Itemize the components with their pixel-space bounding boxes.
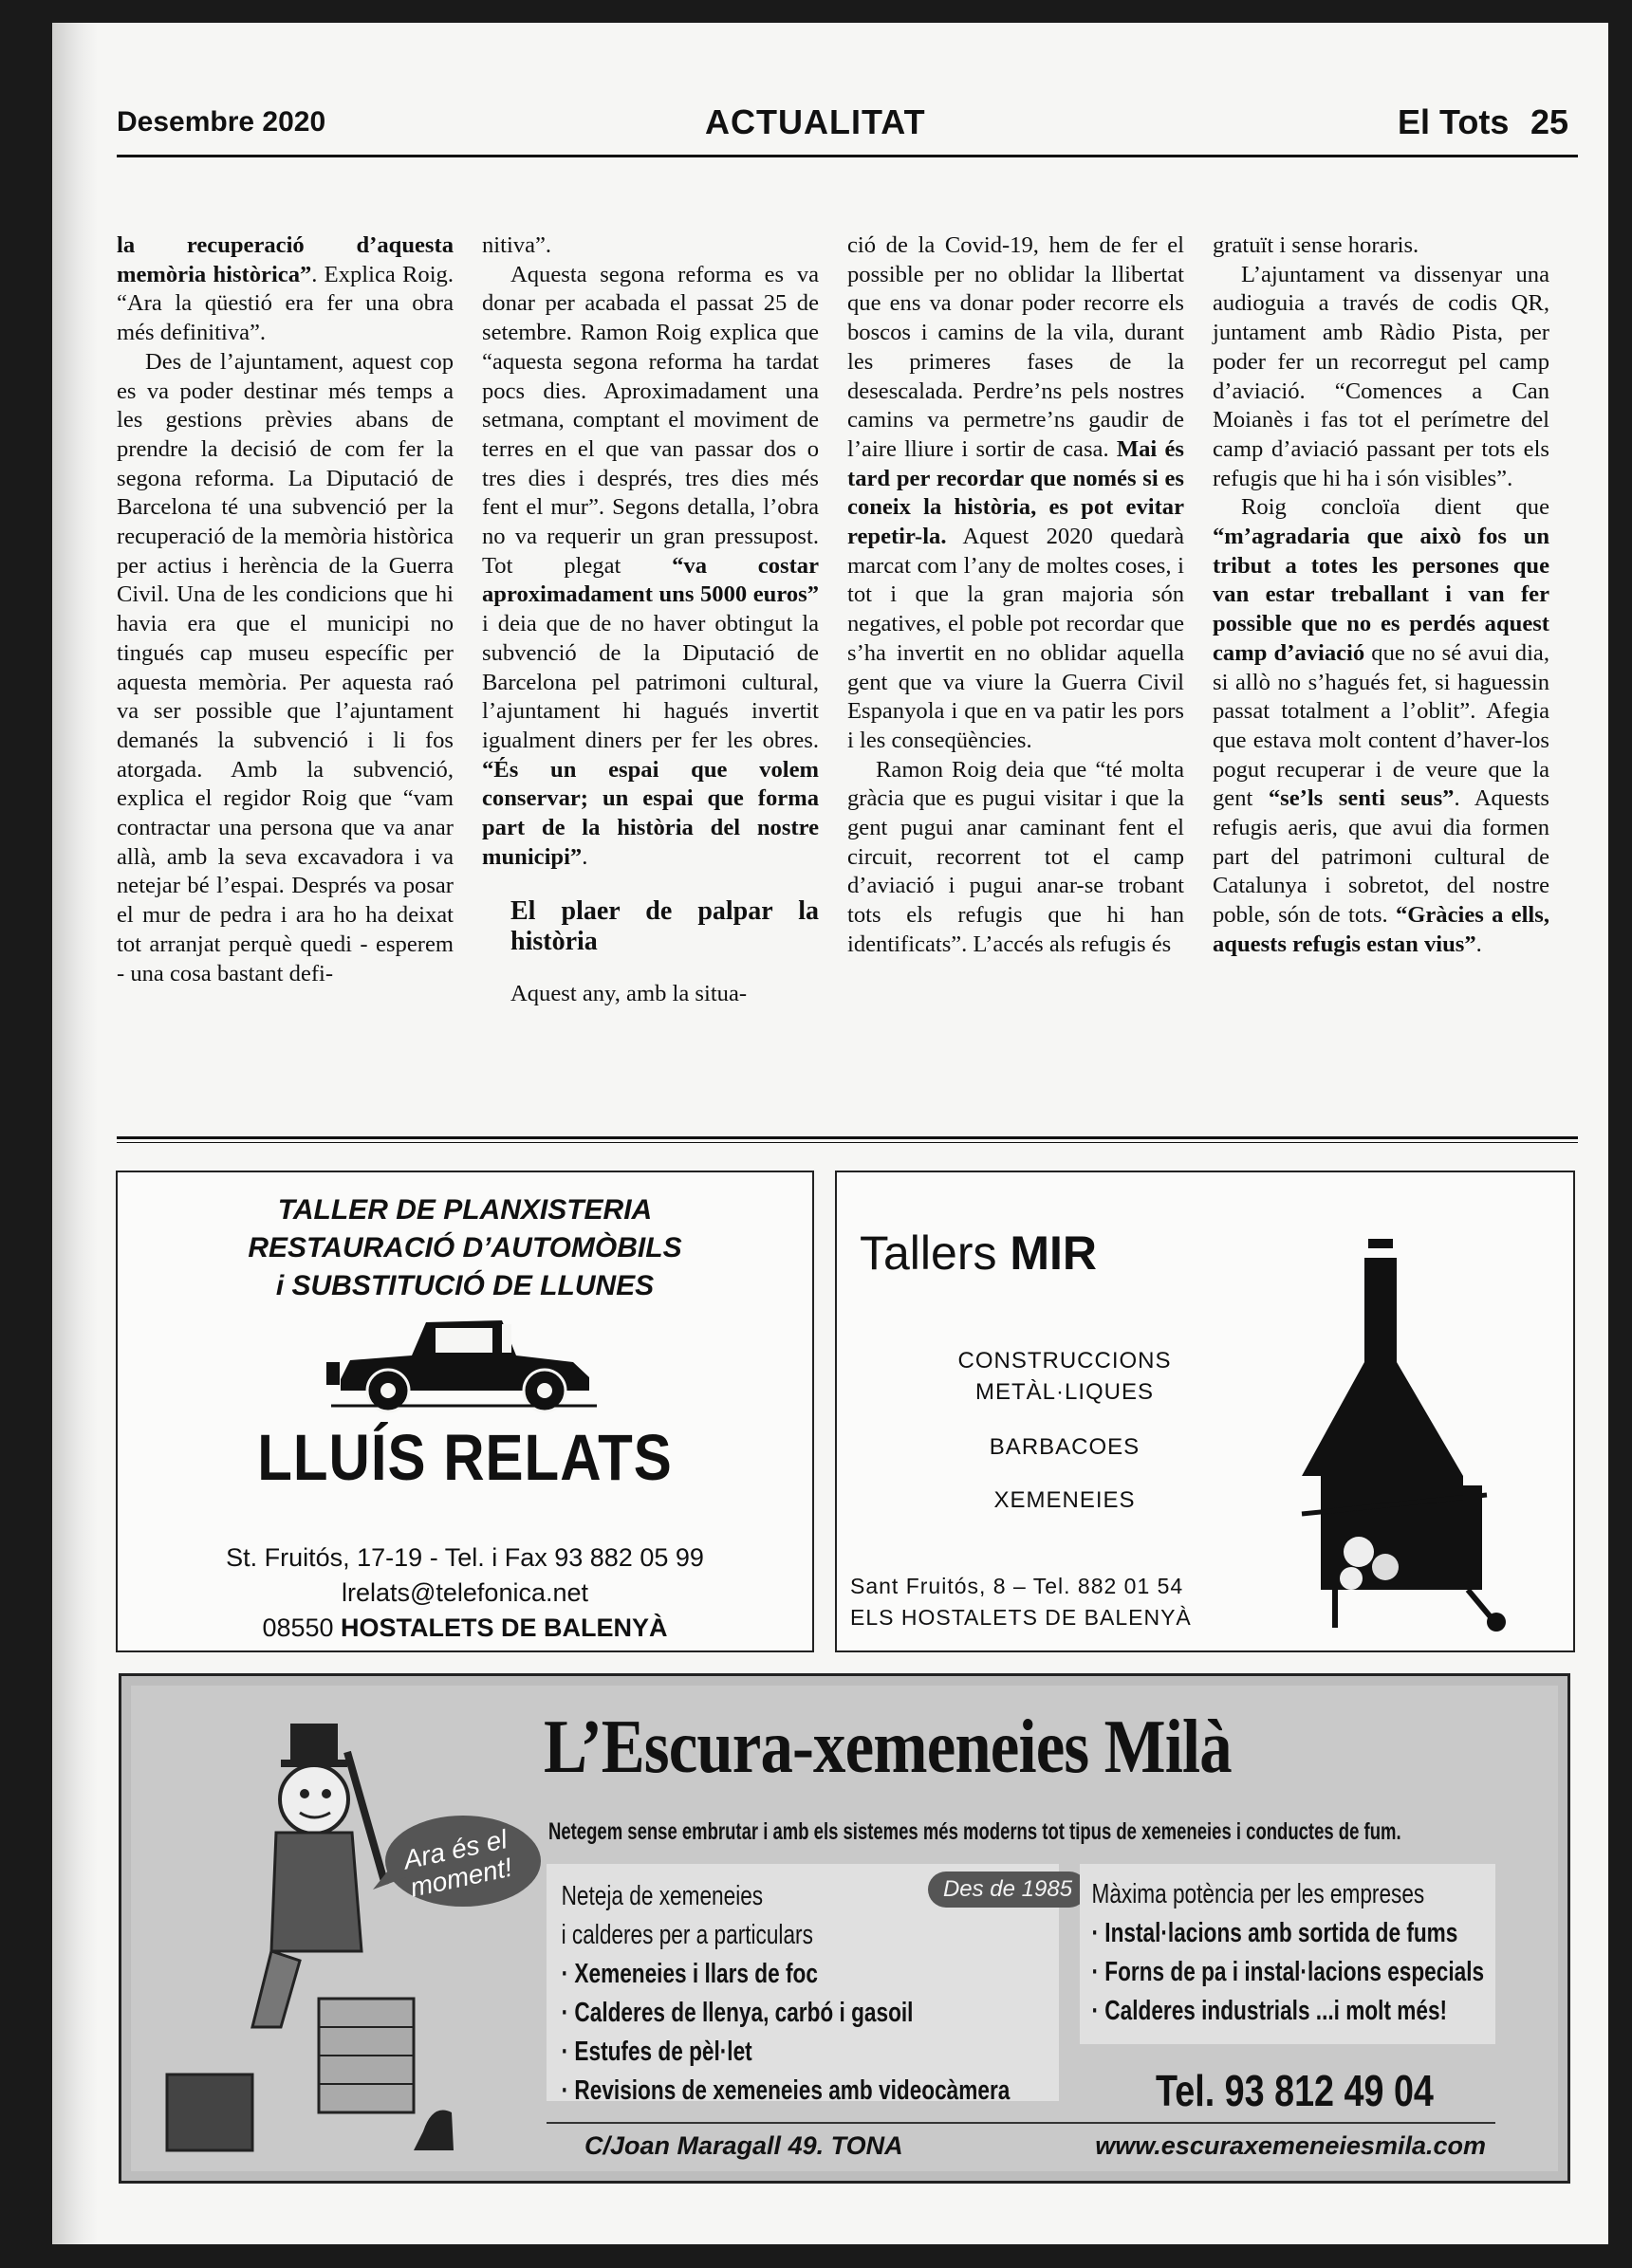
ad-phone: Tel. 93 812 49 04 [1156, 2066, 1434, 2115]
article-column-3 [847, 231, 1184, 960]
article-column-2 [482, 231, 819, 1009]
list-item: · Forns de pa i instal·lacions especials [1091, 1957, 1485, 1987]
ad-address: Sant Fruitós, 8 – Tel. 882 01 54 [850, 1574, 1184, 1598]
list-lead: Màxima potència per les empreses [1091, 1879, 1425, 1909]
ad-town: ELS HOSTALETS DE BALENYÀ [850, 1605, 1192, 1630]
services-business [1080, 1864, 1495, 2044]
paragraph-text: . [582, 843, 588, 870]
paragraph-text: . [1475, 931, 1482, 957]
ad-title-part: Tallers [860, 1226, 1011, 1280]
paragraph: nitiva”. [482, 232, 552, 258]
ad-service: METÀL·LIQUES [974, 1379, 1155, 1405]
ad-contact [118, 1540, 812, 1646]
bold-quote: “És un espai que volem conservar; un espai que forma part de la història del nostre municipi” [482, 756, 819, 870]
ad-address: St. Fruitós, 17-19 - Tel. i Fax 93 882 05 99 [226, 1543, 704, 1572]
postal-code: 08550 [262, 1613, 334, 1642]
page-header [117, 91, 1578, 157]
service-list [1080, 1864, 1485, 2031]
bold-quote: “va costar aproximadament uns 5000 euros” [482, 552, 819, 608]
paragraph: Aquest any, amb la situa- [510, 981, 748, 1007]
list-item: · Calderes de llenya, carbó i gasoil [561, 1998, 914, 2028]
bubble-text: Ara és el moment! [400, 1824, 515, 1903]
newspaper-page [52, 23, 1608, 2244]
ad-headline [118, 1191, 812, 1305]
publication-name: El Tots [1398, 102, 1510, 141]
ad-town-line [118, 1611, 812, 1646]
ad-address: C/Joan Maragall 49. TONA [584, 2131, 903, 2160]
ad-line: RESTAURACIÓ D’AUTOMÒBILS [248, 1232, 682, 1263]
bold-quote: “se’ls senti seus” [1268, 785, 1455, 812]
section-title: ACTUALITAT [705, 102, 926, 141]
since-badge: Des de 1985 [928, 1872, 1087, 1908]
list-item: · Estufes de pèl·let [561, 2037, 752, 2067]
ad-line: i SUBSTITUCIÓ DE LLUNES [275, 1270, 655, 1301]
list-item: · Revisions de xemeneies amb videocàmera [561, 2075, 1011, 2106]
divider [117, 1136, 1578, 1139]
ad-tagline: Netegem sense embrutar i amb els sistemes més moderns tot tipus de xemeneies i conductes de fum. [548, 1818, 1401, 1845]
vintage-car-icon [322, 1303, 606, 1417]
paragraph-text: ció de la Covid-19, hem de fer el possible per no oblidar la llibertat que ens va donar poder recorre els boscos i camins de la vila, durant les primeres fases de la desescalada. Perdre’ns pels nostres camins va permetre’ns gaudir de l’aire lliure i sortir de casa. [847, 232, 1184, 462]
ad-panel [131, 1686, 1558, 2171]
ad-title-part: MIR [1010, 1226, 1098, 1280]
ad-service: CONSTRUCCIONS [957, 1348, 1172, 1374]
barbecue-icon [1264, 1229, 1549, 1637]
paragraph [117, 231, 454, 348]
list-item: · Calderes industrials ...i molt més! [1091, 1996, 1448, 2026]
list-item: · Xemeneies i llars de foc [561, 1959, 818, 1989]
paragraph: gratuït i sense horaris. [1213, 232, 1419, 258]
ad-email: lrelats@telefonica.net [341, 1578, 589, 1607]
advertisement-escura-xemeneies-mila [119, 1673, 1570, 2184]
bold-quote: “m’agradaria que això fos un tribut a totes les persones que van estar treballant i van fer possible que no es perdés aquest camp d’aviació [1213, 524, 1549, 666]
article-subheading: El plaer de palpar la història [510, 896, 819, 957]
list-item: · Instal·lacions amb sortida de fums [1091, 1918, 1458, 1948]
bold-quote: “Gràcies a ells, aquests refugis estan vius” [1213, 902, 1549, 957]
ad-contact [850, 1571, 1192, 1633]
article-column-4 [1213, 231, 1549, 960]
paragraph-text: Aquesta segona reforma es va donar per acabada el passat 25 de setembre. Ramon Roig explica que “aquesta segona reforma ha tardat pocs dies. Aproximadament una setmana, comptant el moviment de terres en el que van passar dos o tres dies i després, tres dies més fent el mur”. Segons detalla, l’obra no va requerir un gran pressupost. Tot plegat [482, 261, 819, 579]
paragraph-text: . Explica Roig. “Ara la qüestió era fer una obra més definitiva”. [117, 261, 454, 346]
article-column-1 [117, 231, 454, 988]
issue-date: Desembre 2020 [117, 106, 326, 138]
ad-line: TALLER DE PLANXISTERIA [277, 1194, 653, 1226]
ad-website: www.escuraxemeneiesmila.com [1095, 2131, 1486, 2160]
ad-service: XEMENEIES [993, 1487, 1136, 1513]
paragraph-text: Aquest 2020 quedarà marcat com l’any de moltes coses, i tot i que la gran majoria són negatives, el poble pot recordar que s’ha invertit en no oblidar aquella gent que va viure la Guerra Civil Espanyola i que en va patir les pors i les conseqüències. [847, 524, 1184, 753]
paragraph-text: . Aquests refugis aeris, que avui dia formen part del patrimoni cultural de Catalunya i sobretot, del nostre poble, són de tots. [1213, 785, 1549, 929]
chimney-sweep-icon [148, 1714, 461, 2160]
article-body [117, 231, 1578, 1104]
paragraph-text: que no sé avui dia, si allò no s’hagués fet, si haguessin passat totalment a l’oblit”. Afegia que estava molt content d’haver-los pogut recuperar i de veure que la gent [1213, 639, 1549, 812]
page-number: 25 [1530, 102, 1569, 141]
paragraph: Ramon Roig deia que “té molta gràcia que es pugui visitar i que la gent pugui anar caminant fent el circuit, recorrent tot el camp d’aviació i pugui anar-se trobant tots els refugis que hi han identificats”. L’accés als refugis és [847, 756, 1184, 957]
ad-business-name: L’Escura-xemeneies Milà [544, 1706, 1232, 1789]
town: HOSTALETS DE BALENYÀ [341, 1613, 668, 1642]
divider [117, 1142, 1578, 1143]
paragraph [482, 261, 819, 873]
bold-quote: la recuperació d’aquesta memòria històrica” [117, 232, 454, 287]
list-lead: Neteja de xemeneies [561, 1881, 764, 1911]
paragraph [1213, 493, 1549, 959]
advertisement-lluis-relats [116, 1171, 814, 1652]
paragraph: Des de l’ajuntament, aquest cop es va poder destinar més temps a les gestions prèvies abans de prendre la decisió de com fer la segona reforma. La Diputació de Barcelona té una subvenció per la recuperació de la memòria històrica per actius i herència de la Guerra Civil. Una de les condicions que hi havia era que el municipi no tingués cap museu específic per aquesta memòria. Per aquesta raó va ser possible que l’ajuntament demanés la subvenció i li fos atorgada. Amb la subvenció, explica el regidor Roig que “vam contractar una persona que va anar allà, amb la seva excavadora i va netejar bé l’espai. Després va posar el mur de pedra i ara ho ha deixat tot arranjat perquè quedi - esperem - una cosa bastant defi- [117, 348, 454, 986]
advertisement-tallers-mir [835, 1171, 1575, 1652]
list-lead: i calderes per a particulars [561, 1920, 813, 1950]
ad-footer [547, 2122, 1495, 2166]
page-gutter [52, 23, 98, 2244]
paragraph-text: Roig concloïa dient que [1241, 494, 1549, 521]
bold-quote: Mai és tard per recordar que només si es coneix la història, es pot evitar repetir-la. [847, 435, 1184, 550]
ad-business-name: LLUÍS RELATS [257, 1420, 673, 1495]
paragraph-text: i deia que de no haver obtingut la subvenció de la Diputació de Barcelona pel patrimoni cultural, l’ajuntament hi hagués invertit igualment diners per fer les obres. [482, 611, 819, 753]
ad-service: BARBACOES [989, 1434, 1141, 1460]
paragraph: L’ajuntament va dissenyar una audioguia a través de codis QR, juntament amb Ràdio Pista, per poder fer un recorregut pel camp d’aviació. “Comences a Can Moianès i fas tot el perímetre del camp d’aviació passant per tots els refugis que hi ha i són visibles”. [1213, 261, 1549, 491]
paragraph [847, 231, 1184, 756]
ad-business-name [860, 1226, 1097, 1281]
